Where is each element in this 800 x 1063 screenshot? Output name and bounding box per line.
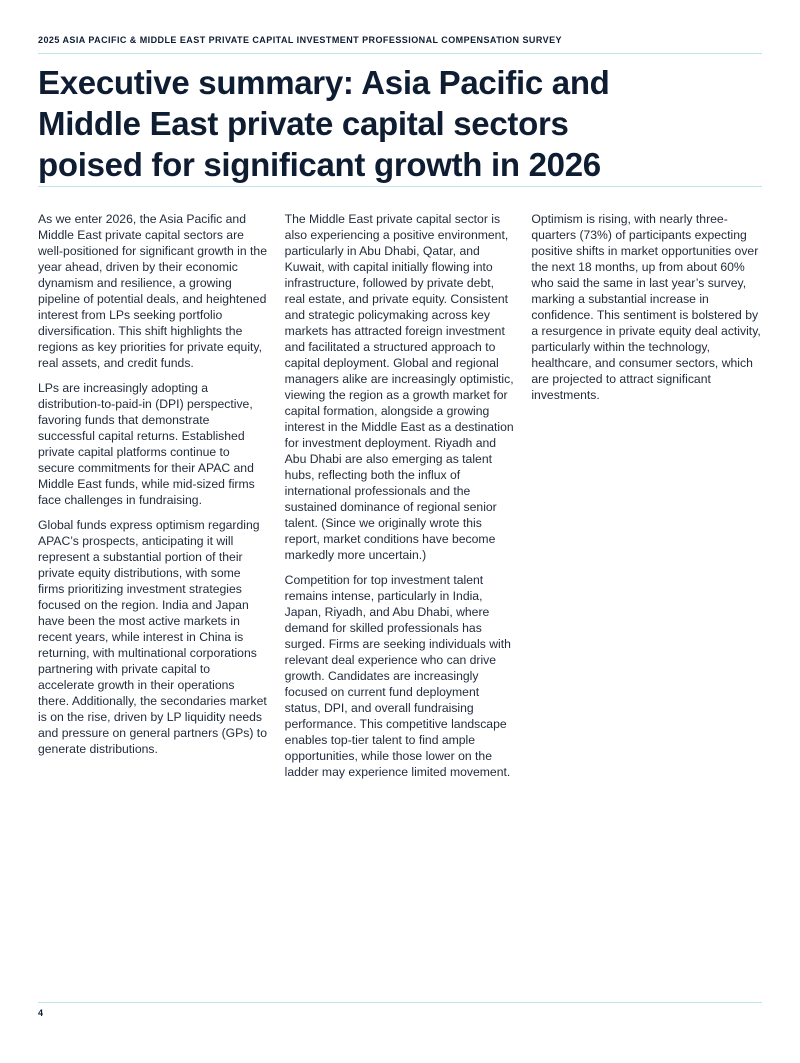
page-number: 4 <box>38 1008 44 1018</box>
body-columns <box>38 211 762 789</box>
column-3 <box>531 211 762 789</box>
running-head: 2025 ASIA PACIFIC & MIDDLE EAST PRIVATE CAPITAL INVESTMENT PROFESSIONAL COMPENSATION SURVEY <box>38 35 563 45</box>
column-2 <box>285 211 516 789</box>
title-divider <box>38 186 762 187</box>
header-divider <box>38 53 762 54</box>
column-1 <box>38 211 269 789</box>
paragraph: LPs are increasingly adopting a distribution-to-paid-in (DPI) perspective, favoring funds that demonstrate successful capital returns. Established private capital platforms continue to secure commitments for their APAC and Middle East funds, while mid-sized firms face challenges in fundraising. <box>38 381 255 507</box>
paragraph: Optimism is rising, with nearly three-quarters (73%) of participants expecting positive shifts in market opportunities over the next 18 months, up from about 60% who said the same in last year’s survey, marking a substantial increase in confidence. This sentiment is bolstered by a resurgence in private equity deal activity, particularly within the technology, healthcare, and consumer sectors, which are projected to attract significant investments. <box>531 212 761 402</box>
paragraph: As we enter 2026, the Asia Pacific and Middle East private capital sectors are well-positioned for significant growth in the year ahead, driven by their economic dynamism and resilience, a growing pipeline of potential deals, and heightened interest from LPs seeking portfolio diversification. This shift highlights the regions as key priorities for private equity, real assets, and credit funds. <box>38 212 267 370</box>
paragraph: Competition for top investment talent remains intense, particularly in India, Japan, Riyadh, and Abu Dhabi, where demand for skilled professionals has surged. Firms are seeking individuals with relevant deal experience who can drive growth. Candidates are increasingly focused on current fund deployment status, DPI, and overall fundraising performance. This competitive landscape enables top-tier talent to find ample opportunities, while those lower on the ladder may experience limited movement. <box>284 573 511 779</box>
footer-divider <box>38 1002 762 1003</box>
paragraph: The Middle East private capital sector is also experiencing a positive environment, particularly in Abu Dhabi, Qatar, and Kuwait, with capital initially flowing into infrastructure, followed by private debt, real estate, and private equity. Consistent and strategic policymaking across key markets has attracted foreign investment and facilitated a structured approach to capital deployment. Global and regional managers alike are increasingly optimistic, viewing the region as a growth market for capital formation, alongside a growing interest in the Middle East as a destination for investment deployment. Riyadh and Abu Dhabi are also emerging as talent hubs, reflecting both the influx of international professionals and the sustained dominance of regional senior talent. (Since we originally wrote this report, market conditions have become markedly more uncertain.) <box>284 212 514 562</box>
page-title: Executive summary: Asia Pacific and Middle East private capital sectors poised for significant growth in 2026 <box>38 64 610 183</box>
paragraph: Global funds express optimism regarding APAC’s prospects, anticipating it will represent a substantial portion of their private equity distributions, with some firms prioritizing investment strategies focused on the region. India and Japan have been the most active markets in recent years, while interest in China is returning, with multinational corporations partnering with private capital to accelerate growth in their operations there. Additionally, the secondaries market is on the rise, driven by LP liquidity needs and pressure on general partners (GPs) to generate distributions. <box>38 518 267 756</box>
